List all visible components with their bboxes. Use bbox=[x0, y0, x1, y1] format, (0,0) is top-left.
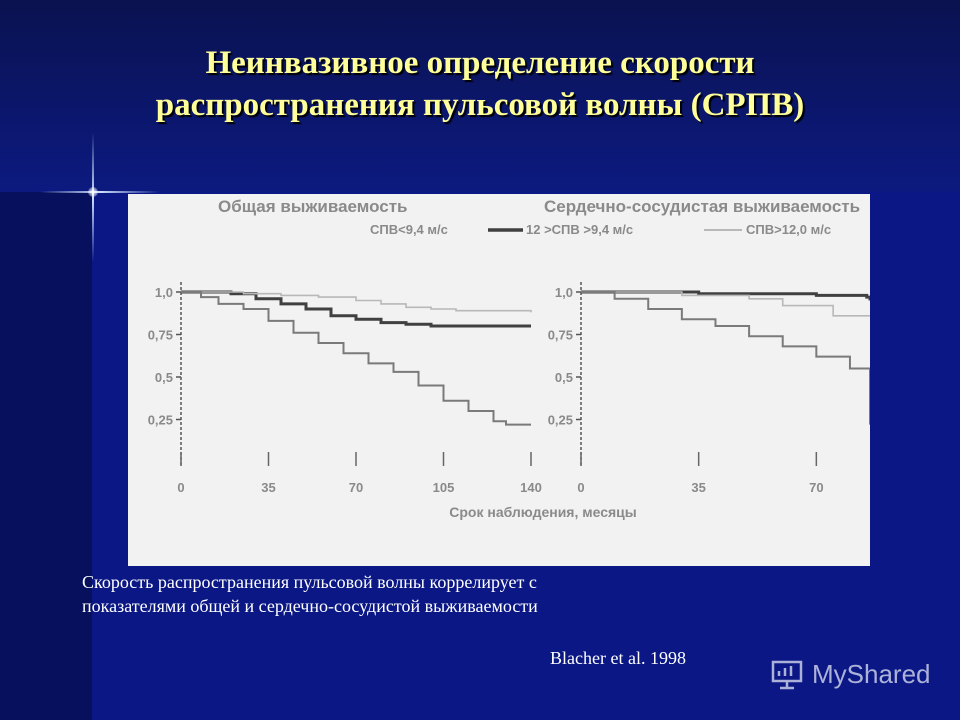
logo-text: MyShared bbox=[812, 658, 931, 689]
x-tick-label: 0 bbox=[177, 480, 185, 495]
x-tick-label: 70 bbox=[809, 480, 824, 495]
y-tick-label: 0,75 bbox=[547, 327, 573, 343]
sparkle-decoration bbox=[40, 191, 160, 193]
x-tick-label: 70 bbox=[348, 480, 364, 495]
y-tick-label: 0,25 bbox=[147, 412, 173, 428]
right-panel-title: Сердечно-сосудистая выживаемость bbox=[544, 197, 861, 216]
caption-line-2: показателями общей и сердечно-сосудистой выживаемости bbox=[82, 596, 538, 616]
x-tick-label: 105 bbox=[432, 480, 455, 495]
survival-curve bbox=[581, 292, 870, 425]
x-axis-label: Срок наблюдения, месяцы bbox=[449, 504, 637, 520]
y-tick-label: 0,75 bbox=[147, 327, 173, 343]
survival-curve bbox=[181, 292, 531, 425]
y-tick-label: 0,5 bbox=[554, 370, 573, 385]
y-tick-label: 0,25 bbox=[547, 412, 573, 428]
caption-line-1: Скорость распространения пульсовой волны коррелирует с bbox=[82, 572, 537, 592]
x-tick-label: 35 bbox=[691, 480, 706, 495]
left-band bbox=[0, 192, 92, 720]
slide-caption bbox=[82, 570, 722, 618]
slide-title-line-2: распространения пульсовой волны (СРПВ) bbox=[155, 87, 805, 123]
sparkle-decoration-vertical bbox=[92, 132, 94, 262]
x-tick-label: 140 bbox=[520, 480, 542, 495]
x-tick-label: 0 bbox=[577, 480, 585, 495]
legend-label: СПВ<9,4 м/с bbox=[370, 222, 448, 237]
watermark-logo bbox=[770, 654, 931, 694]
presentation-icon bbox=[770, 657, 804, 691]
slide-title bbox=[40, 42, 920, 126]
y-tick-label: 0,5 bbox=[154, 370, 173, 385]
legend-label: СПВ>12,0 м/с bbox=[746, 222, 832, 237]
left-panel-title: Общая выживаемость bbox=[218, 197, 408, 216]
legend-label: 12 >СПВ >9,4 м/с bbox=[526, 222, 634, 237]
survival-chart bbox=[128, 194, 870, 566]
citation: Blacher et al. 1998 bbox=[550, 648, 686, 668]
sparkle-star-icon bbox=[88, 187, 98, 197]
x-tick-label: 35 bbox=[261, 480, 276, 495]
y-tick-label: 1,0 bbox=[154, 285, 173, 300]
slide-title-line-1: Неинвазивное определение скорости bbox=[205, 45, 755, 81]
y-tick-label: 1,0 bbox=[554, 285, 573, 300]
survival-figure bbox=[128, 194, 870, 566]
